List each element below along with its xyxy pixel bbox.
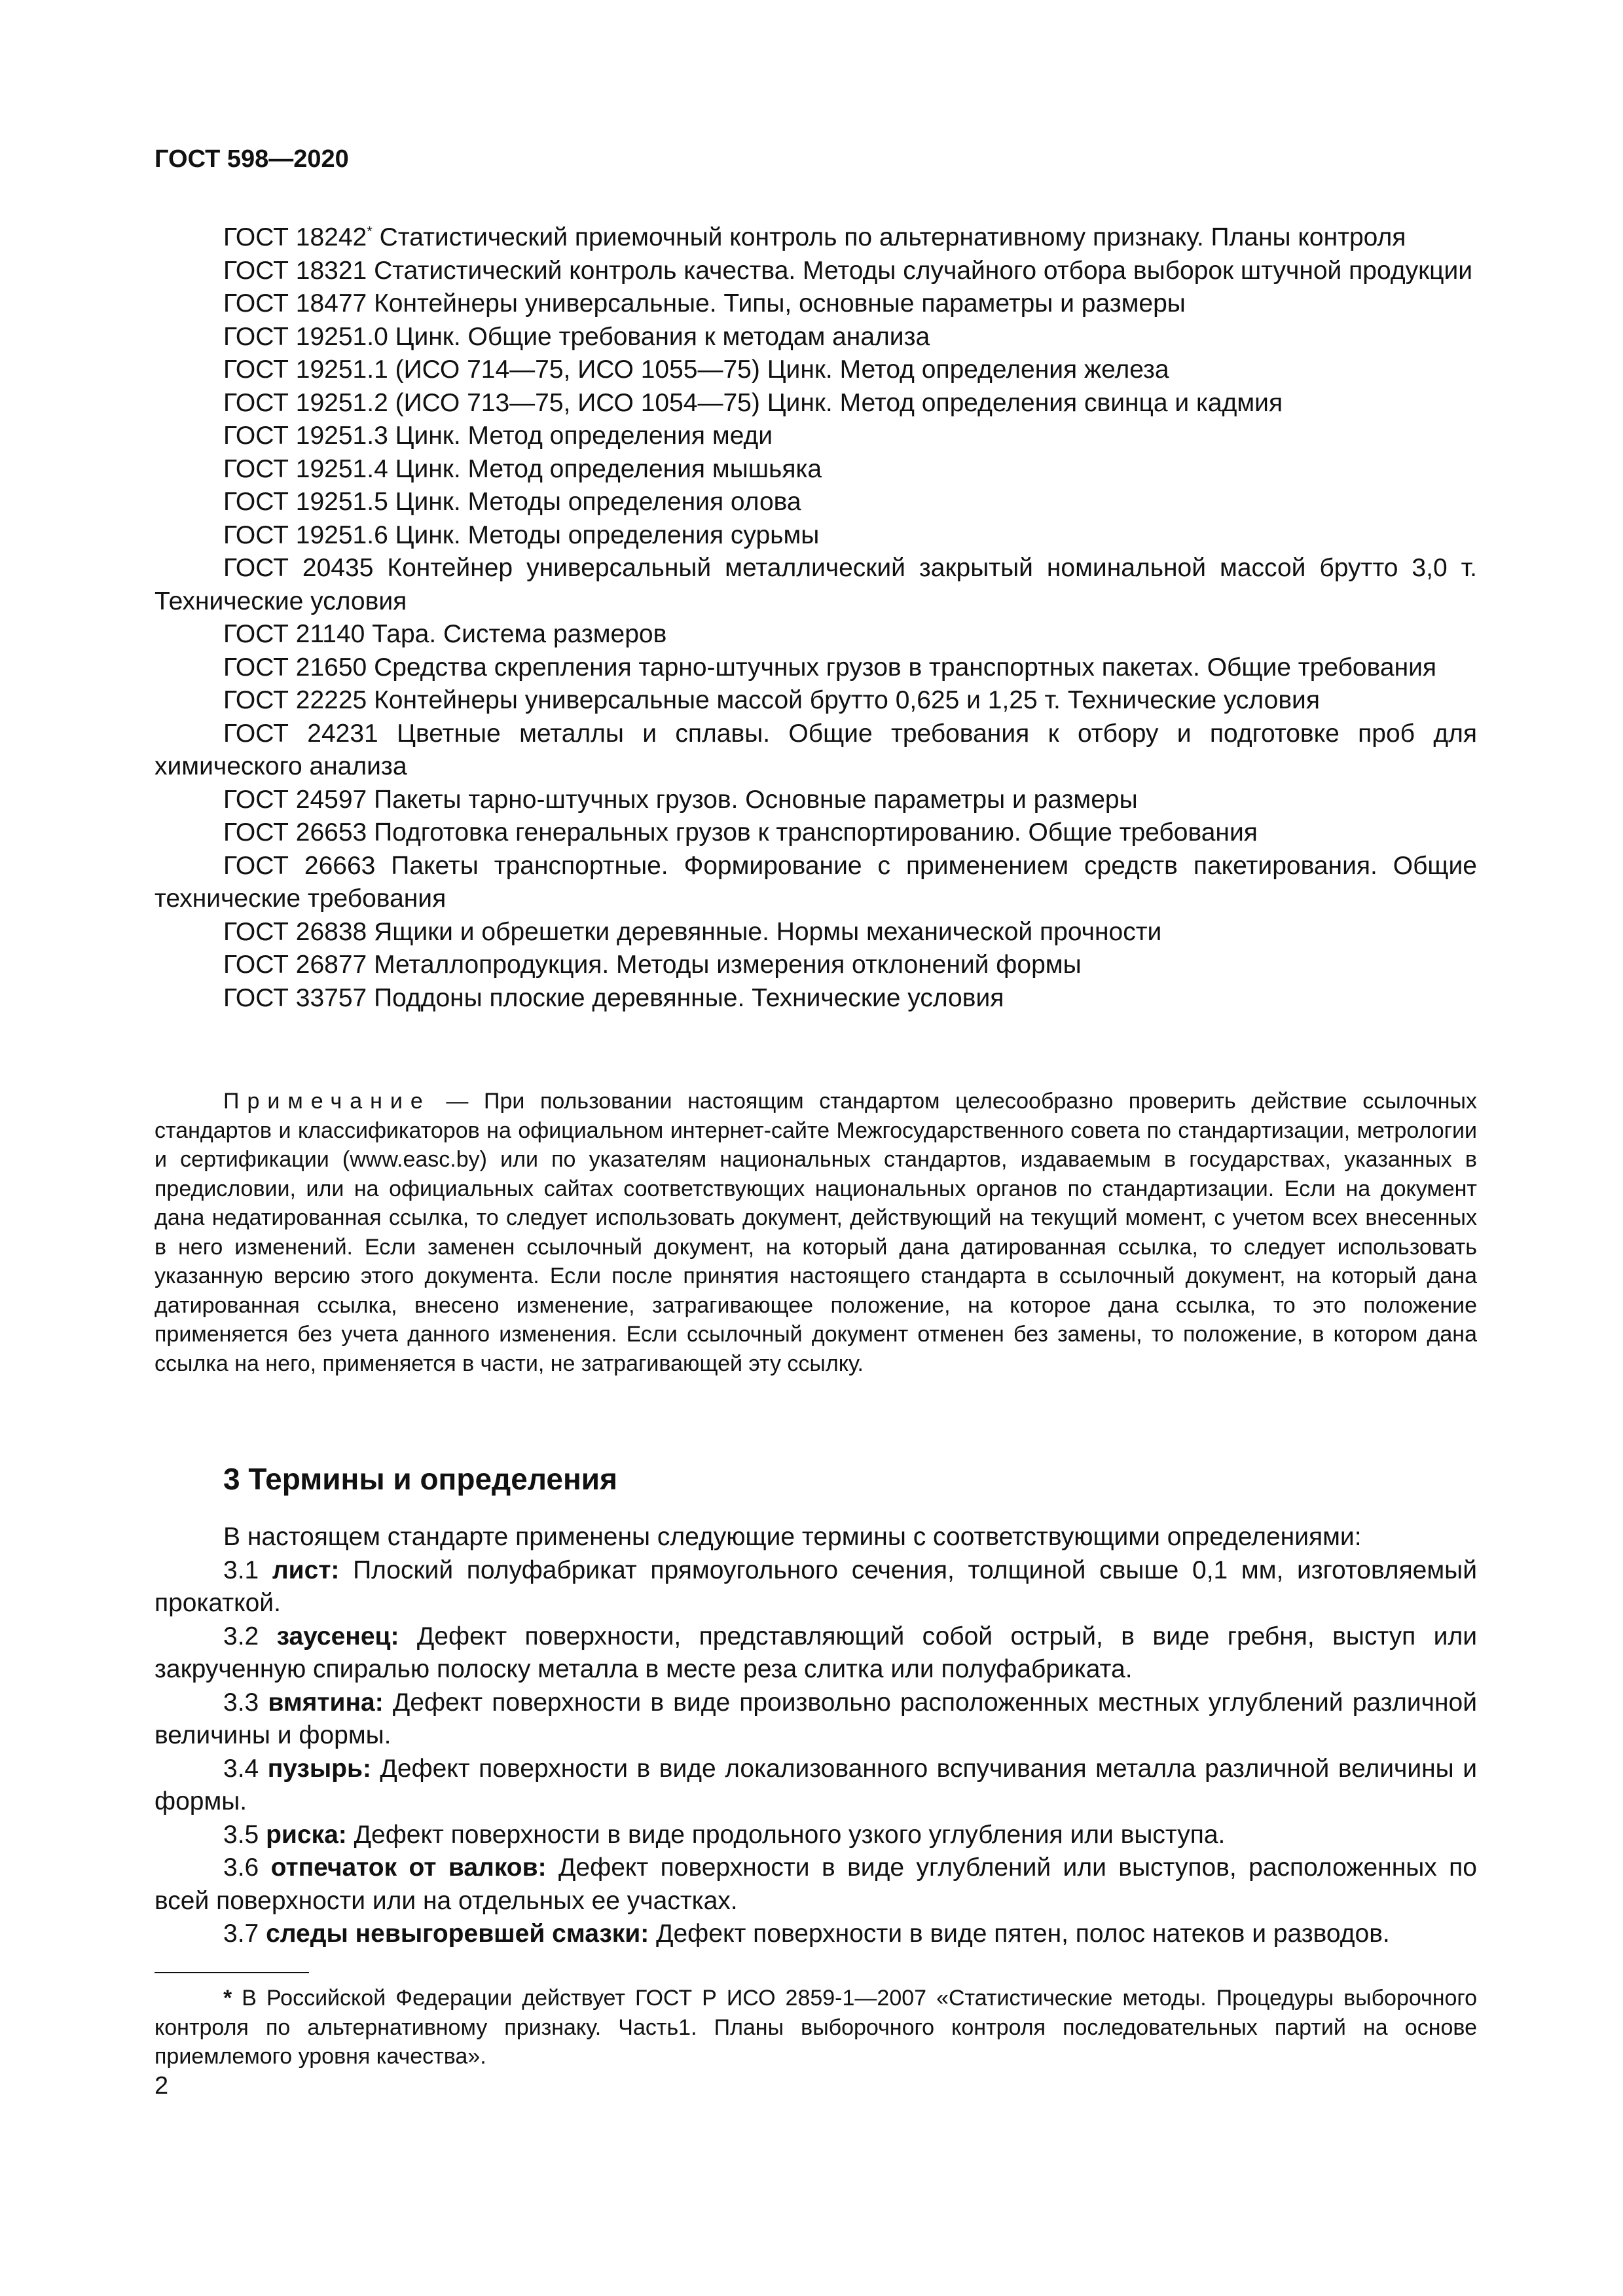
term: лист: — [272, 1556, 340, 1584]
term: пузырь: — [267, 1754, 371, 1783]
note-label: Примечание — [223, 1089, 431, 1114]
reference-item: ГОСТ 19251.3 Цинк. Метод определения меди — [223, 422, 773, 450]
reference-item: ГОСТ 24231 Цветные металлы и сплавы. Общие требования к отбору и подготовке проб для химического анализа — [155, 719, 1477, 780]
term-definition: 3.3 вмятина: Дефект поверхности в виде произвольно расположенных местных углублений различной величины и формы. — [155, 1688, 1477, 1749]
footnote-separator — [155, 1972, 309, 1973]
reference-item: ГОСТ 22225 Контейнеры универсальные массой брутто 0,625 и 1,25 т. Технические условия — [223, 686, 1320, 714]
reference-item: ГОСТ 18242* Статистический приемочный контроль по альтернативному признаку. Планы контроля — [223, 223, 1406, 251]
term-definition: 3.2 заусенец: Дефект поверхности, представляющий собой острый, в виде гребня, выступ или закрученную спиралью полоску металла в месте реза слитка или полуфабриката. — [155, 1622, 1477, 1683]
reference-item: ГОСТ 18477 Контейнеры универсальные. Типы, основные параметры и размеры — [223, 289, 1186, 318]
section-intro: В настоящем стандарте применены следующие термины с соответствующими определениями: — [223, 1523, 1362, 1551]
reference-item: ГОСТ 19251.1 (ИСО 714—75, ИСО 1055—75) Цинк. Метод определения железа — [223, 355, 1169, 384]
reference-item: ГОСТ 21650 Средства скрепления тарно-штучных грузов в транспортных пакетах. Общие требования — [223, 653, 1437, 682]
reference-item: ГОСТ 19251.4 Цинк. Метод определения мышьяка — [223, 454, 822, 483]
reference-item: ГОСТ 21140 Тара. Система размеров — [223, 620, 667, 648]
term: риска: — [266, 1820, 347, 1849]
running-header: ГОСТ 598—2020 — [155, 145, 349, 173]
reference-item: ГОСТ 20435 Контейнер универсальный металлический закрытый номинальной массой брутто 3,0 т. Технические условия — [155, 554, 1477, 615]
reference-item: ГОСТ 26663 Пакеты транспортные. Формирование с применением средств пакетирования. Общие технические требования — [155, 851, 1477, 913]
footnote-marker: * — [367, 223, 373, 240]
term: отпечаток от валков: — [270, 1853, 547, 1882]
footnote-text: В Российской Федерации действует ГОСТ Р ИСО 2859-1—2007 «Статистические методы. Процедуры выборочного контроля по альтернативному признаку. Часть1. Планы выборочного контроля последовательных партий на основе приемлемого уровня качества». — [155, 1986, 1477, 2069]
term: вмятина: — [268, 1688, 384, 1717]
footnote — [155, 1984, 1477, 2071]
term-definition: 3.4 пузырь: Дефект поверхности в виде локализованного вспучивания металла различной величины и формы. — [155, 1754, 1477, 1815]
note-block — [155, 1087, 1477, 1378]
reference-item: ГОСТ 18321 Статистический контроль качества. Методы случайного отбора выборок штучной продукции — [223, 256, 1473, 285]
reference-item: ГОСТ 19251.0 Цинк. Общие требования к методам анализа — [223, 322, 930, 351]
term-definition: 3.7 следы невыгоревшей смазки: Дефект поверхности в виде пятен, полос натеков и разводов. — [223, 1920, 1390, 1948]
footnote-mark: * — [223, 1986, 232, 2011]
term-definition: 3.1 лист: Плоский полуфабрикат прямоугольного сечения, толщиной свыше 0,1 мм, изготовляемый прокаткой. — [155, 1556, 1478, 1617]
reference-item: ГОСТ 26653 Подготовка генеральных грузов к транспортированию. Общие требования — [223, 818, 1258, 847]
reference-item: ГОСТ 33757 Поддоны плоские деревянные. Технические условия — [223, 983, 1004, 1012]
page-number: 2 — [155, 2072, 169, 2100]
section-title: 3 Термины и определения — [223, 1462, 617, 1496]
reference-item: ГОСТ 19251.2 (ИСО 713—75, ИСО 1054—75) Цинк. Метод определения свинца и кадмия — [223, 388, 1283, 417]
reference-item: ГОСТ 26877 Металлопродукция. Методы измерения отклонений формы — [223, 951, 1082, 979]
reference-item: ГОСТ 24597 Пакеты тарно-штучных грузов. Основные параметры и размеры — [223, 785, 1138, 814]
reference-item: ГОСТ 19251.6 Цинк. Методы определения сурьмы — [223, 520, 820, 549]
term-definition: 3.5 риска: Дефект поверхности в виде продольного узкого углубления или выступа. — [223, 1820, 1226, 1849]
normative-references-list — [155, 221, 1477, 1015]
terms-section — [155, 1521, 1477, 1951]
note-text: — При пользовании настоящим стандартом целесообразно проверить действие ссылочных стандартов и классификаторов на официальном интернет-сайте Межгосударственного совета по стандартизации, метрологии и сертификации (www.easc.by) или по указателям национальных стандартов, издаваемым в государствах, указанных в предисловии, или на официальных сайтах соответствующих национальных органов по стандартизации. Если на документ дана недатированная ссылка, то следует использовать документ, действующий на текущий момент, с учетом всех внесенных в него изменений. Если заменен ссылочный документ, на который дана датированная ссылка, то следует использовать указанную версию этого документа. Если после принятия настоящего стандарта в ссылочный документ, на который дана датированная ссылка, внесено изменение, затрагивающее положение, на которое дана ссылка, то это положение применяется без учета данного изменения. Если ссылочный документ отменен без замены, то положение, в котором дана ссылка на него, применяется в части, не затрагивающей эту ссылку. — [155, 1089, 1477, 1376]
reference-item: ГОСТ 26838 Ящики и обрешетки деревянные. Нормы механической прочности — [223, 917, 1162, 946]
term: следы невыгоревшей смазки: — [266, 1920, 649, 1948]
term: заусенец: — [276, 1622, 399, 1650]
reference-item: ГОСТ 19251.5 Цинк. Методы определения олова — [223, 488, 801, 516]
term-definition: 3.6 отпечаток от валков: Дефект поверхности в виде углублений или выступов, расположенных по всей поверхности или на отдельных ее участках. — [155, 1853, 1477, 1915]
